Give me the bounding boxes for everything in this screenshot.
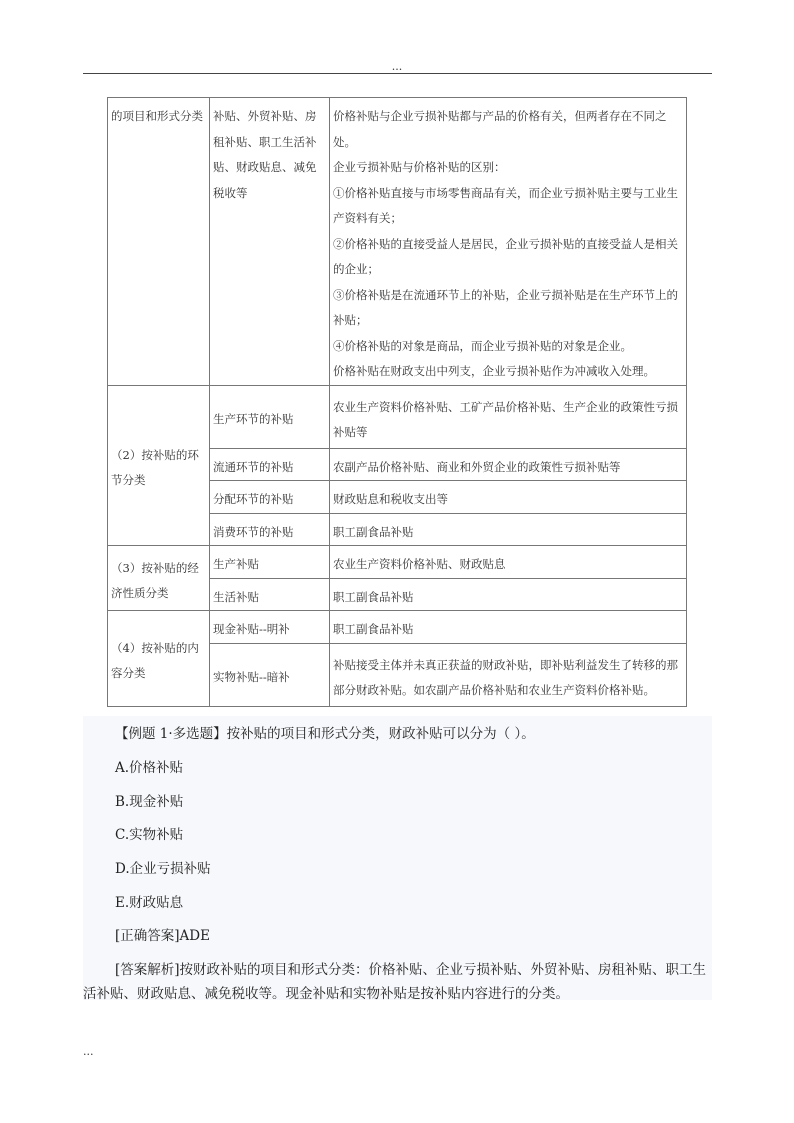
- subsidy-classification-table: [107, 97, 687, 707]
- table-cell-type: 生产环节的补贴: [210, 385, 330, 448]
- table-row: [108, 546, 687, 579]
- description-line: 价格补贴在财政支出中列支，企业亏损补贴作为冲减收入处理。: [333, 364, 655, 378]
- table-cell-description: [330, 98, 687, 386]
- answer-explanation: [答案解析]按财政补贴的项目和形式分类：价格补贴、企业亏损补贴、外贸补贴、房租补贴、职工生活补贴、财政贴息、减免税收等。现金补贴和实物补贴是按补贴内容进行的分类。: [83, 962, 707, 1002]
- option-c: C.实物补贴: [115, 827, 184, 843]
- header-ellipsis: ...: [391, 60, 403, 73]
- table-cell-description: 职工副食品补贴: [330, 513, 687, 546]
- table-row: [108, 385, 687, 448]
- description-line: ①价格补贴直接与市场零售商品有关，而企业亏损补贴主要与工业生产资料有关；: [333, 185, 678, 225]
- description-line: 价格补贴与企业亏损补贴都与产品的价格有关，但两者存在不同之处。: [333, 109, 667, 149]
- option-b: B.现金补贴: [115, 794, 184, 810]
- table-cell-description: 农业生产资料价格补贴、工矿产品价格补贴、生产企业的政策性亏损补贴等: [330, 385, 687, 448]
- table-cell-type: 补贴、外贸补贴、房租补贴、职工生活补贴、财政贴息、减免税收等: [210, 98, 330, 386]
- table-cell-description: 补贴接受主体并未真正获益的财政补贴，即补贴利益发生了转移的那部分财政补贴。如农副产品价格补贴和农业生产资料价格补贴。: [330, 643, 687, 706]
- table-row: [108, 611, 687, 644]
- table-cell-type: 流通环节的补贴: [210, 448, 330, 481]
- option-d: D.企业亏损补贴: [115, 861, 211, 877]
- table-cell-type: 分配环节的补贴: [210, 481, 330, 514]
- table-cell-type: 生产补贴: [210, 546, 330, 579]
- option-e: E.财政贴息: [115, 895, 184, 911]
- description-line: ②价格补贴的直接受益人是居民，企业亏损补贴的直接受益人是相关的企业；: [333, 236, 678, 276]
- example-question-block: [83, 716, 712, 1000]
- option-a: A.价格补贴: [115, 760, 184, 776]
- footer-ellipsis: ...: [83, 1045, 94, 1058]
- question-stem: 【例题 1·多选题】按补贴的项目和形式分类，财政补贴可以分为（ ）。: [115, 726, 535, 742]
- table-cell-type: 消费环节的补贴: [210, 513, 330, 546]
- table-cell-description: 职工副食品补贴: [330, 578, 687, 611]
- group-title-cell: （4）按补贴的内容分类: [108, 611, 210, 707]
- description-line: ③价格补贴是在流通环节上的补贴，企业亏损补贴是在生产环节上的补贴；: [333, 287, 678, 327]
- table-cell-description: 财政贴息和税收支出等: [330, 481, 687, 514]
- table-cell-type: 实物补贴--暗补: [210, 643, 330, 706]
- table-cell-description: 职工副食品补贴: [330, 611, 687, 644]
- group-title-cell: （3）按补贴的经济性质分类: [108, 546, 210, 611]
- group-title-cell: （2）按补贴的环节分类: [108, 385, 210, 546]
- table-cell-description: 农副产品价格补贴、商业和外贸企业的政策性亏损补贴等: [330, 448, 687, 481]
- table-row: [108, 98, 687, 386]
- table-cell-description: 农业生产资料价格补贴、财政贴息: [330, 546, 687, 579]
- table-cell-type: 生活补贴: [210, 578, 330, 611]
- header-rule: [83, 73, 712, 74]
- description-line: 企业亏损补贴与价格补贴的区别：: [333, 160, 506, 174]
- table-cell-category: 的项目和形式分类: [108, 98, 210, 386]
- description-line: ④价格补贴的对象是商品，而企业亏损补贴的对象是企业。: [333, 338, 632, 353]
- table-cell-type: 现金补贴--明补: [210, 611, 330, 644]
- correct-answer: [正确答案]ADE: [115, 928, 210, 944]
